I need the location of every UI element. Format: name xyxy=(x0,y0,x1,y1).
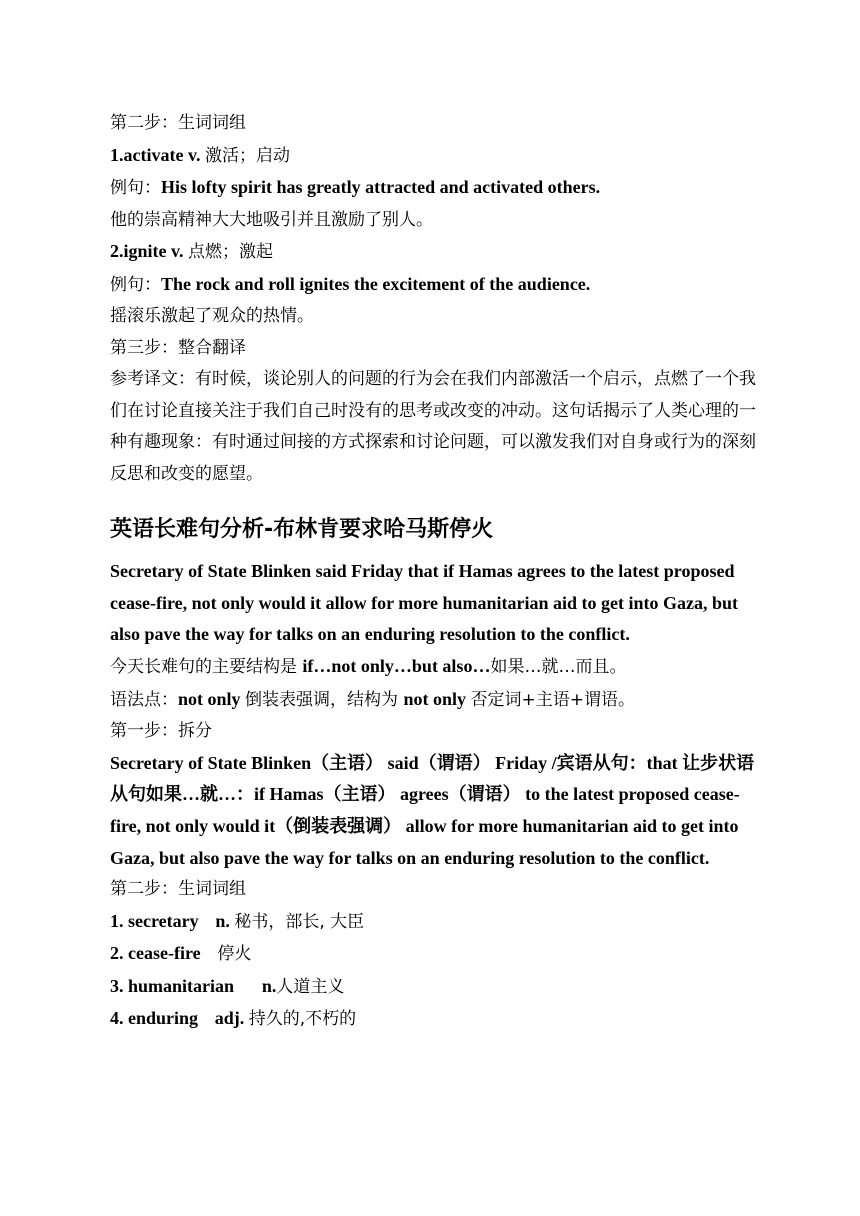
example-sentence-en xyxy=(110,172,760,205)
example-sentence-en xyxy=(110,269,760,302)
vocab-meaning: 点燃；激起 xyxy=(188,242,274,262)
example-sentence-cn: 摇滚乐激起了观众的热情。 xyxy=(110,306,314,326)
vocab-item: 4. enduring adj. 持久的,不朽的 xyxy=(110,1008,357,1030)
sentence-split: Secretary of State Blinken（主语） said（谓语） Friday /宾语从句：that 让步状语从句如果…就…：if Hamas（主语） agrees（谓语） to the latest proposed cease-fire, not only would it（倒装表强调） allow for more humanitarian aid to get into Gaza, but also pave the way for talks on an enduring resolution to the conflict. xyxy=(110,752,755,868)
document-page xyxy=(110,108,760,1036)
vocab-item: 3. humanitarian n.人道主义 xyxy=(110,975,345,997)
vocab-item-activate xyxy=(110,140,760,173)
structure-note: 今天长难句的主要结构是 if…not only…but also…如果…就…而且。 xyxy=(110,656,627,678)
example-label: 例句： xyxy=(110,274,161,295)
vocab-word: 1.activate v. xyxy=(110,144,205,165)
vocab-item: 1. secretary n. 秘书，部长, 大臣 xyxy=(110,910,365,932)
grammar-note: 语法点：not only 倒装表强调，结构为 not only 否定词+主语+谓语。 xyxy=(110,688,635,710)
example-text: The rock and roll ignites the excitement of the audience. xyxy=(161,273,591,294)
vocab-item: 2. cease-fire 停火 xyxy=(110,943,252,965)
step2-title: 第二步：生词词组 xyxy=(110,879,246,900)
step1-title: 第一步：拆分 xyxy=(110,721,212,742)
example-text: His lofty spirit has greatly attracted and activated others. xyxy=(161,177,601,197)
vocab-item-ignite xyxy=(110,236,760,269)
long-sentence: Secretary of State Blinken said Friday that if Hamas agrees to the latest proposed cease-fire, not only would it allow for more humanitarian aid to get into Gaza, but also pave the way for talks on an enduring resolution to the conflict. xyxy=(110,561,738,645)
step2-title: 第二步：生词词组 xyxy=(110,113,246,133)
vocab-meaning: 激活；启动 xyxy=(204,145,290,166)
section-heading: 英语长难句分析-布林肯要求哈马斯停火 xyxy=(110,517,494,542)
reference-translation: 参考译文：有时候，谈论别人的问题的行为会在我们内部激活一个启示，点燃了一个我们在讨论直接关注于我们自己时没有的思考或改变的冲动。这句话揭示了人类心理的一种有趣现象：有时通过间接的方式探索和讨论问题，可以激发我们对自身或行为的深刻反思和改变的愿望。 xyxy=(110,369,756,484)
example-sentence-cn: 他的崇高精神大大地吸引并且激励了别人。 xyxy=(110,209,433,230)
step3-title: 第三步：整合翻译 xyxy=(110,337,246,358)
vocab-word: 2.ignite v. xyxy=(110,241,189,261)
example-label: 例句： xyxy=(110,178,161,198)
